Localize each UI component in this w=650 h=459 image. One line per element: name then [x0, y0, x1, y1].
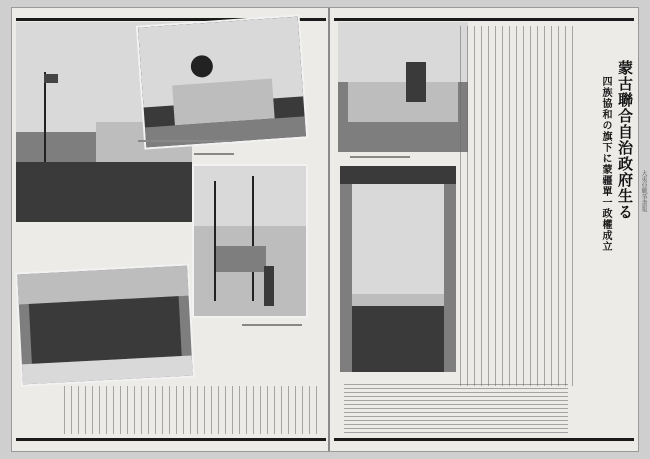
caption-flags: [242, 324, 302, 326]
right-body-text: [460, 26, 578, 386]
photo-flags-assembly: [194, 166, 306, 316]
caption-podium: [138, 140, 232, 142]
top-rule-right: [334, 18, 634, 21]
right-bottom-text: [344, 384, 568, 434]
right-page: [330, 8, 638, 451]
caption-platform: [350, 156, 410, 158]
magazine-spread: [12, 8, 638, 451]
photo-official-platform: [338, 22, 468, 152]
left-body-text: [64, 386, 320, 434]
sub-headline: 四族協和の旗下に蒙疆單一政權成立: [600, 76, 611, 252]
caption-small: [194, 153, 234, 155]
left-page: [12, 8, 330, 451]
photo-dignitaries-seated: [17, 266, 193, 385]
photo-guard-arch: [340, 166, 456, 372]
margin-label: 大東亞戰爭畫報: [640, 170, 647, 212]
bottom-rule-left: [16, 438, 326, 441]
bottom-rule-right: [334, 438, 634, 441]
photo-speech-podium: [138, 17, 306, 148]
main-headline: 蒙古聯合自治政府生る: [616, 60, 634, 220]
